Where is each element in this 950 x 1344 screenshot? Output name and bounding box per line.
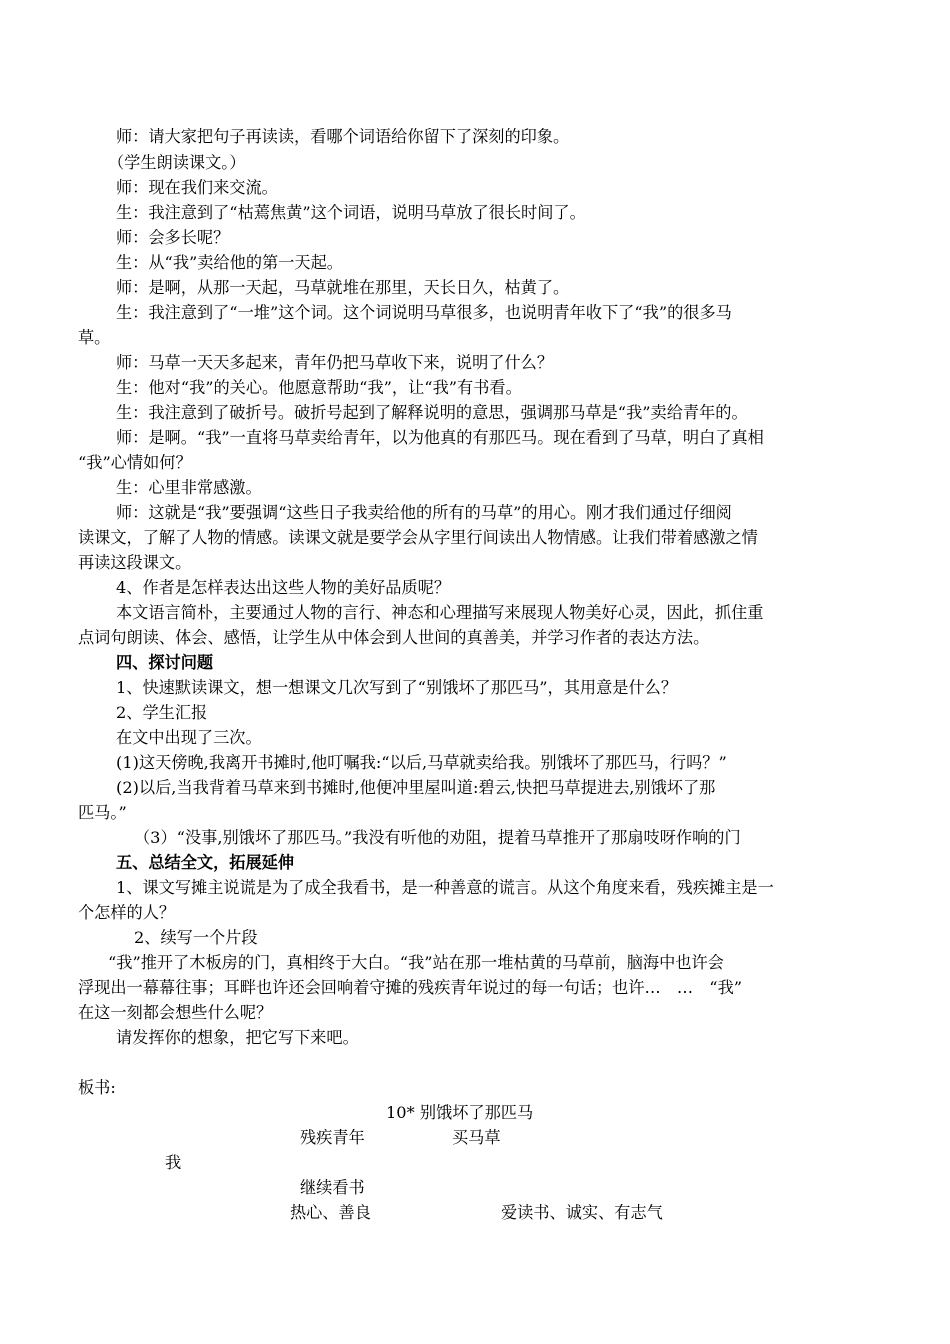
text-line: （3）“没事,别饿坏了那匹马。”我没有听他的劝阻，提着马草推开了那扇吱呀作响的门 [134,828,741,847]
text-line: 生：我注意到了“一堆”这个词。这个词说明马草很多，也说明青年收下了“我”的很多马 [116,303,732,322]
text-line: 师：马草一天天多起来，青年仍把马草收下来，说明了什么？ [116,353,554,372]
text-line: 2、续写一个片段 [134,928,258,947]
text-line: 师：这就是“我”要强调“这些日子我卖给他的所有的马草”的用心。刚才我们通过仔细阅 [116,503,732,522]
text-line: 生：我注意到了破折号。破折号起到了解释说明的意思，强调那马草是“我”卖给青年的。 [116,403,748,422]
board-left-mid: 继续看书 [300,1178,365,1197]
text-line: 师：请大家把句子再读读，看哪个词语给你留下了深刻的印象。 [116,127,570,146]
text-line: 请发挥你的想象，把它写下来吧。 [116,1028,359,1047]
text-line: （学生朗读课文。） [108,153,246,172]
text-line: 本文语言简朴，主要通过人物的言行、神态和心理描写来展现人物美好心灵，因此，抓住重 [116,603,764,622]
board-left-top: 残疾青年 [300,1128,365,1147]
board-right-bottom: 爱读书、诚实、有志气 [501,1203,663,1222]
board-title: 10* 别饿坏了那匹马 [386,1103,534,1122]
text-line: 1、课文写摊主说谎是为了成全我看书，是一种善意的谎言。从这个角度来看，残疾摊主是一 [116,878,774,897]
text-line: 生：从“我”卖给他的第一天起。 [116,253,343,272]
board-right-top: 买马草 [452,1128,501,1147]
text-line: 再读这段课文。 [78,553,192,572]
text-line: (1)这天傍晚,我离开书摊时,他叮嘱我:“以后,马草就卖给我。别饿坏了那匹马，行吗？” [116,753,727,772]
text-line: 在这一刻都会想些什么呢？ [78,1003,273,1022]
section-heading: 五、总结全文，拓展延伸 [116,853,295,872]
text-line: 生：他对“我”的关心。他愿意帮助“我”，让“我”有书看。 [116,378,522,397]
section-heading: 四、探讨问题 [116,653,214,672]
board-me: 我 [165,1153,182,1172]
text-line: 生：我注意到了“枯蔫焦黄”这个词语，说明马草放了很长时间了。 [116,203,586,222]
text-line: 师：是啊。“我”一直将马草卖给青年，以为他真的有那匹马。现在看到了马草，明白了真相 [116,428,764,447]
text-line: 生：心里非常感激。 [116,478,262,497]
text-line: 草。 [78,328,111,347]
text-line: 1、快速默读课文，想一想课文几次写到了“别饿坏了那匹马”，其用意是什么？ [116,678,678,697]
text-line: 浮现出一幕幕往事；耳畔也许还会回响着守摊的残疾青年说过的每一句话；也许… … “我” [78,978,743,997]
text-line: (2)以后,当我背着马草来到书摊时,他便冲里屋叫道:碧云,快把马草提进去,别饿坏了那 [116,778,716,797]
text-line: 师：现在我们来交流。 [116,178,278,197]
text-line: 师：会多长呢？ [116,228,230,247]
board-label: 板书: [78,1078,116,1097]
board-left-bottom: 热心、善良 [290,1203,371,1222]
text-line: 读课文，了解了人物的情感。读课文就是要学会从字里行间读出人物情感。让我们带着感激之情 [78,528,758,547]
text-line: 点词句朗读、体会、感悟，让学生从中体会到人世间的真善美，并学习作者的表达方法。 [78,628,710,647]
text-line: “我”推开了木板房的门，真相终于大白。“我”站在那一堆枯黄的马草前，脑海中也许会 [108,953,724,972]
text-line: 师：是啊，从那一天起，马草就堆在那里，天长日久，枯黄了。 [116,278,570,297]
text-line: 4、作者是怎样表达出这些人物的美好品质呢？ [116,578,451,597]
text-line: “我”心情如何？ [78,453,192,472]
text-line: 个怎样的人？ [78,903,176,922]
text-line: 2、学生汇报 [116,703,208,722]
text-line: 匹马。” [78,803,127,822]
text-line: 在文中出现了三次。 [116,728,262,747]
